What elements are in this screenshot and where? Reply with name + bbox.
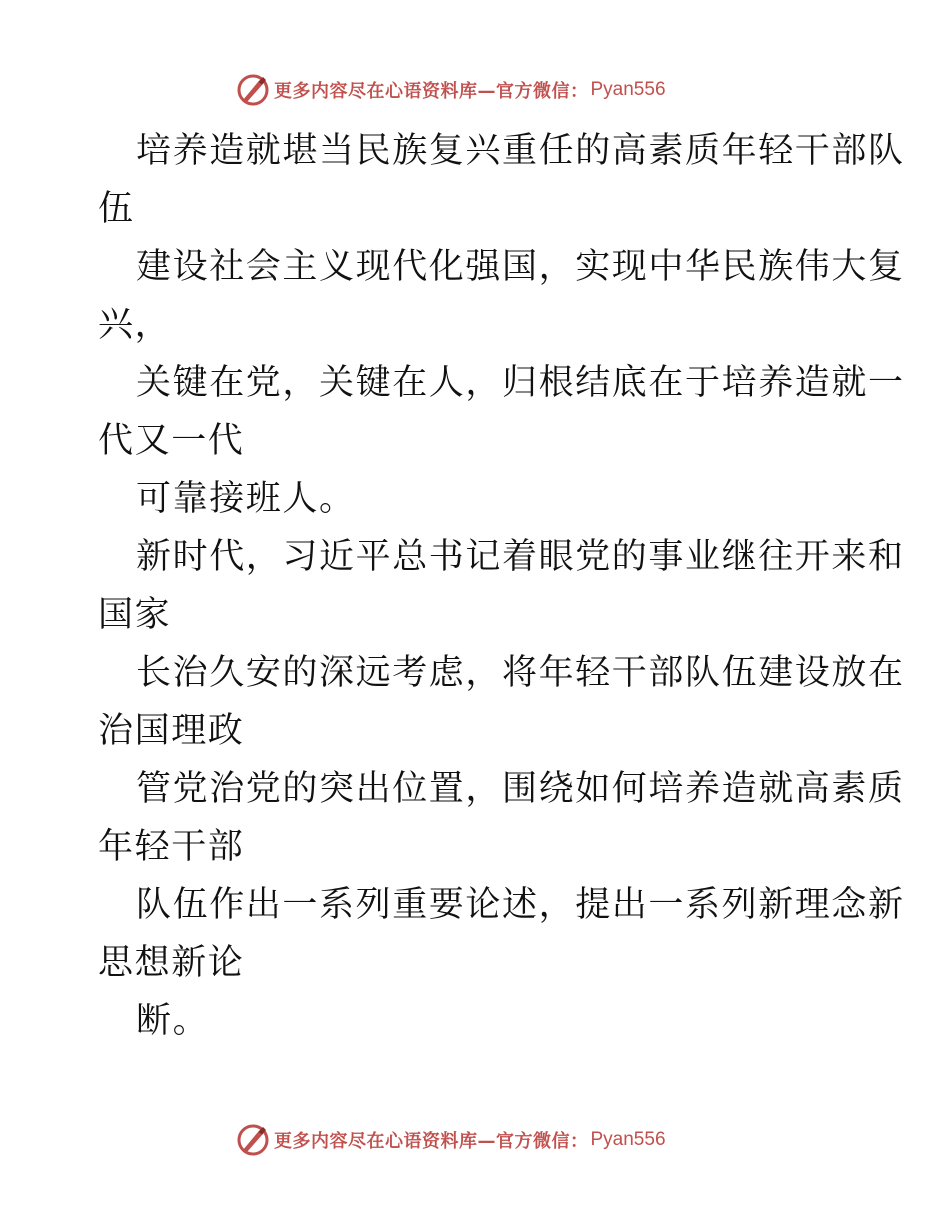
text-line: 长治久安的深远考虑，将年轻干部队伍建设放在 (136, 653, 905, 693)
text-line: 伍 (98, 189, 135, 229)
text-line: 新时代，习近平总书记着眼党的事业继往开来和 (136, 537, 905, 577)
text-line: 断。 (136, 1001, 210, 1041)
text-line: 兴， (98, 305, 172, 345)
quill-pen-logo-icon (236, 73, 270, 107)
text-line: 队伍作出一系列重要论述，提出一系列新理念新 (136, 885, 905, 925)
footer-watermark-banner (236, 1122, 666, 1158)
text-line: 治国理政 (98, 711, 245, 751)
banner-text: 更多内容尽在心语资料库—官方微信： (274, 1131, 589, 1152)
text-line: 思想新论 (98, 943, 245, 983)
header-watermark-banner (236, 72, 666, 108)
article-body (98, 122, 905, 1050)
wechat-id: Pyan556 (590, 79, 666, 100)
banner-text: 更多内容尽在心语资料库—官方微信： (274, 81, 589, 102)
wechat-id: Pyan556 (590, 1129, 666, 1150)
text-line: 年轻干部 (98, 827, 245, 867)
text-line: 可靠接班人。 (136, 479, 356, 519)
text-line: 国家 (98, 595, 172, 635)
text-line: 关键在党，关键在人，归根结底在于培养造就一 (136, 363, 905, 403)
text-line: 管党治党的突出位置，围绕如何培养造就高素质 (136, 769, 905, 809)
text-line: 代又一代 (98, 421, 245, 461)
text-line: 培养造就堪当民族复兴重任的高素质年轻干部队 (136, 131, 905, 171)
text-line: 建设社会主义现代化强国，实现中华民族伟大复 (136, 247, 905, 287)
quill-pen-logo-icon (236, 1123, 270, 1157)
